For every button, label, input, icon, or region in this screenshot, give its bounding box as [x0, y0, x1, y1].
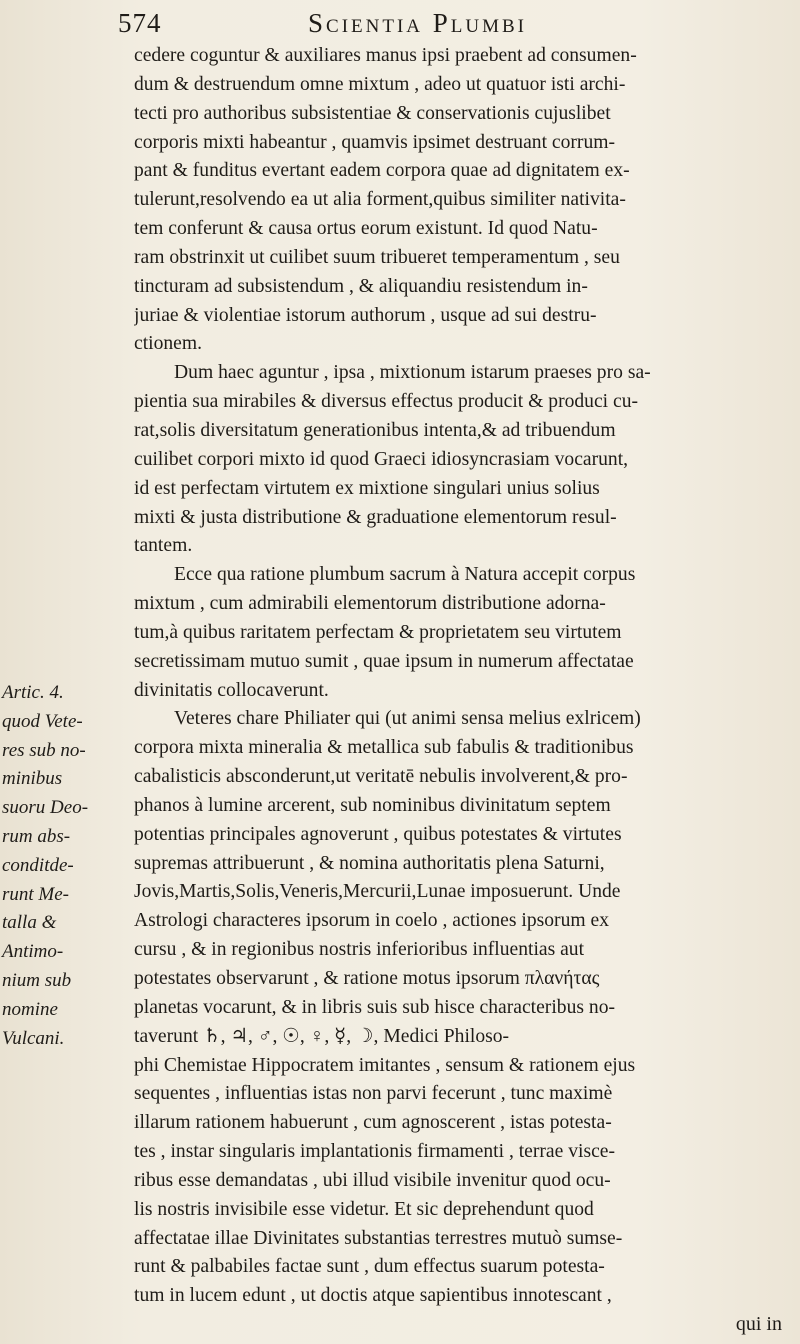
planet-symbols-line: taverunt ♄, ♃, ♂, ☉, ♀, ☿, ☽, Medici Philoso-: [134, 1025, 510, 1047]
text-line: Astrologi characteres ipsorum in coelo , actiones ipsorum ex: [134, 910, 610, 932]
text-line: supremas attribuerunt , & nomina authoritatis plena Saturni,: [134, 852, 605, 874]
text-line: tantem.: [134, 535, 193, 557]
text-line: juriae & violentiae istorum authorum , usque ad sui destru-: [134, 304, 597, 326]
text-line: tincturam ad subsistendum , & aliquandiu resistendum in-: [134, 275, 588, 297]
text-line: ribus esse demandatas , ubi illud visibile invenitur quod ocu-: [134, 1169, 611, 1191]
text-line: mixtum , cum admirabili elementorum distributione adorna-: [134, 593, 606, 615]
text-line: tes , instar singularis implantationis firmamenti , terrae visce-: [134, 1141, 616, 1163]
text-line: sequentes , influentias istas non parvi fecerunt , tunc maximè: [134, 1083, 613, 1105]
text-line: potestates observarunt , & ratione motus ipsorum πλανήτας: [134, 968, 600, 989]
text-line: cabalisticis absconderunt,ut veritatē nebulis involverent,& pro-: [134, 766, 628, 788]
running-head: Scientia Plumbi: [308, 8, 527, 38]
text-line: ram obstrinxit ut cuilibet suum tribueret temperamentum , seu: [134, 246, 620, 268]
text-line: pientia sua mirabiles & diversus effectus producit & produci cu-: [134, 391, 639, 413]
text-line: affectatae illae Divinitates substantias terrestres mutuò sumse-: [134, 1227, 623, 1249]
catchword: qui in: [735, 1313, 782, 1335]
text-line: secretissimam mutuo sumit , quae ipsum in numerum affectatae: [134, 650, 634, 672]
text-line: ctionem.: [134, 333, 203, 355]
text-line: rat,solis diversitatum generationibus intenta,& ad tribuendum: [134, 419, 616, 441]
text-line: tum in lucem edunt , ut doctis atque sapientibus innotescant ,: [134, 1285, 612, 1307]
text-line: runt & palbabiles factae sunt , dum effectus suarum potesta-: [134, 1256, 605, 1278]
text-line: mixti & justa distributione & graduatione elementorum resul-: [134, 506, 617, 528]
text-line: corpora mixta mineralia & metallica sub fabulis & traditionibus: [134, 737, 634, 759]
page-number: 574: [118, 8, 162, 38]
text-line: tecti pro authoribus subsistentiae & conservationis cujuslibet: [134, 102, 611, 124]
text-line: tulerunt,resolvendo ea ut alia forment,quibus similiter nativita-: [134, 189, 626, 211]
text-line: phi Chemistae Hippocratem imitantes , sensum & rationem ejus: [134, 1054, 636, 1076]
text-line: tum,à quibus raritatem perfectam & proprietatem seu virtutem: [134, 621, 622, 643]
text-line: potentias principales agnoverunt , quibus potestates & virtutes: [134, 823, 622, 845]
text-line: id est perfectam virtutem ex mixtione singulari unius solius: [134, 477, 600, 499]
text-line: illarum rationem habuerunt , cum agnoscerent , istas potesta-: [134, 1112, 612, 1134]
text-line: planetas vocarunt, & in libris suis sub hisce characteribus no-: [134, 996, 616, 1018]
text-line: phanos à lumine arcerent, sub nominibus divinitatum septem: [134, 794, 611, 816]
text-line: corporis mixti habeantur , quamvis ipsimet destruant corrum-: [134, 131, 616, 153]
page-header: [118, 6, 788, 42]
text-line: pant & funditus evertant eadem corpora quae ad dignitatem ex-: [134, 160, 630, 182]
text-line: tem conferunt & causa ortus eorum existunt. Id quod Natu-: [134, 218, 598, 240]
text-line: divinitatis collocaverunt.: [134, 679, 329, 701]
paragraph-start-line: Dum haec aguntur , ipsa , mixtionum istarum praeses pro sa-: [174, 362, 651, 384]
text-line: dum & destruendum omne mixtum , adeo ut quatuor isti archi-: [134, 73, 626, 95]
text-line: cuilibet corpori mixto id quod Graeci idiosyncrasiam vocarunt,: [134, 448, 629, 470]
text-line: lis nostris invisibile esse videtur. Et sic deprehendunt quod: [134, 1198, 594, 1220]
paragraph-start-line: Veteres chare Philiater qui (ut animi sensa melius exlricem): [174, 708, 641, 730]
body-text: [134, 42, 800, 1311]
text-line: cursu , & in regionibus nostris inferioribus influentias aut: [134, 939, 585, 961]
marginal-note: Artic. 4. quod Vete- res sub no- minibus suoru Deo- rum abs- conditde- runt Me- talla & Antimo- nium sub nomine Vulcani.: [2, 682, 89, 1049]
text-line: cedere coguntur & auxiliares manus ipsi praebent ad consumen-: [134, 45, 637, 66]
paragraph-start-line: Ecce qua ratione plumbum sacrum à Natura accepit corpus: [174, 564, 636, 586]
text-line: Jovis,Martis,Solis,Veneris,Mercurii,Lunae imposuerunt. Unde: [134, 881, 621, 903]
